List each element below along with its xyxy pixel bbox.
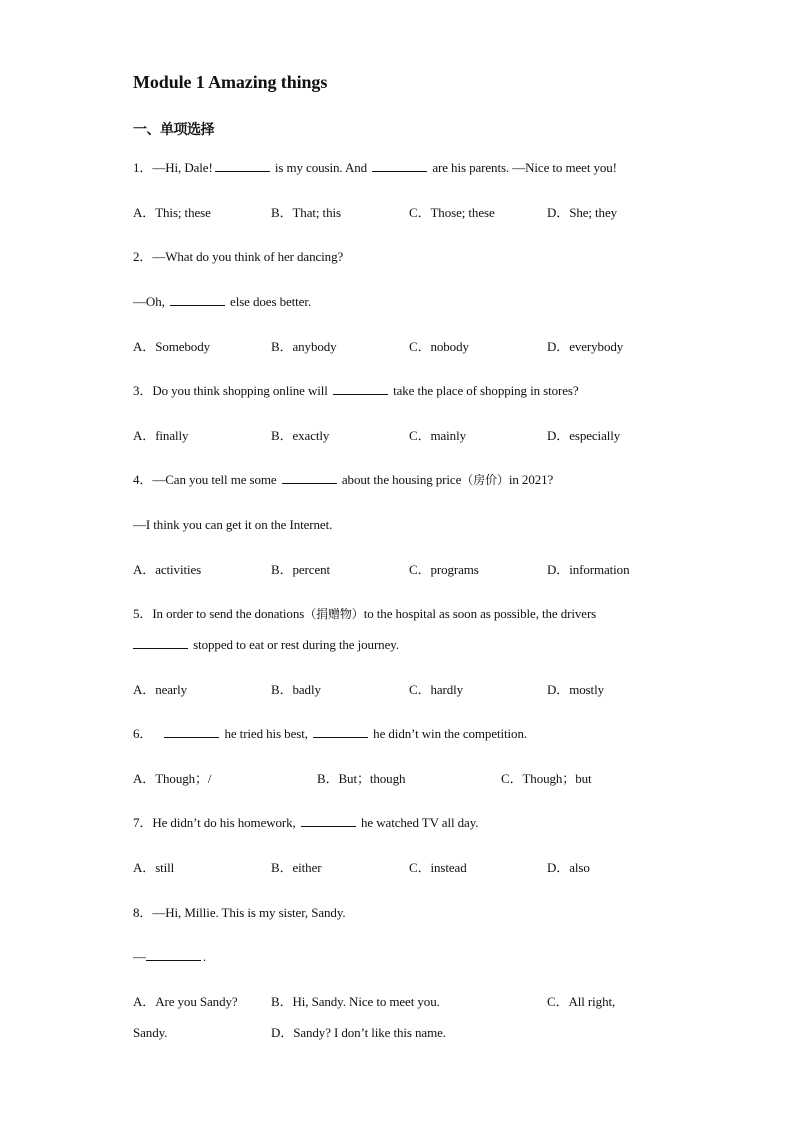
answer-blank <box>282 472 337 484</box>
question-number: 3． <box>133 383 153 398</box>
answer-blank <box>133 637 188 649</box>
question-7: 7．He didn’t do his homework, he watched TV all day. <box>133 815 479 830</box>
option-c: C．Those; these <box>409 205 495 220</box>
answer-blank <box>164 726 219 738</box>
question-2-line-2: —Oh, else does better. <box>133 294 312 309</box>
option-a: A．Though；/ <box>133 771 212 786</box>
section-heading: 一、单项选择 <box>133 122 214 138</box>
option-b: B．But；though <box>317 771 406 786</box>
question-number: 5． <box>133 606 153 621</box>
question-4: 4．—Can you tell me some about the housing price（房价）in 2021? <box>133 472 554 487</box>
question-number: 6． <box>133 726 153 741</box>
page-title: Module 1 Amazing things <box>133 72 328 92</box>
answer-blank <box>372 160 427 172</box>
option-c: C．programs <box>409 562 479 577</box>
question-number: 4． <box>133 472 153 487</box>
question-6: 6． he tried his best, he didn’t win the competition. <box>133 726 528 741</box>
option-d: D．also <box>547 860 590 875</box>
option-d: D．everybody <box>547 339 624 354</box>
option-c: C．instead <box>409 860 467 875</box>
question-2: 2．—What do you think of her dancing? <box>133 249 344 264</box>
option-a: A．Somebody <box>133 339 211 354</box>
option-d: D．information <box>547 562 630 577</box>
option-d: D．especially <box>547 428 621 443</box>
option-b: B．percent <box>271 562 331 577</box>
option-d: D．She; they <box>547 205 618 220</box>
question-5-line-2: stopped to eat or rest during the journey. <box>133 637 399 653</box>
option-c: C．hardly <box>409 682 464 697</box>
option-b: B．badly <box>271 682 321 697</box>
question-number: 7． <box>133 815 153 830</box>
option-b: B．That; this <box>271 205 341 220</box>
answer-blank <box>170 294 225 306</box>
question-5: 5．In order to send the donations（捐赠物）to the hospital as soon as possible, the drivers <box>133 606 597 621</box>
question-number: 2． <box>133 249 153 264</box>
question-8: 8．—Hi, Millie. This is my sister, Sandy. <box>133 905 346 920</box>
option-b: B．exactly <box>271 428 330 443</box>
option-a: A．still <box>133 860 175 875</box>
option-b: B．Hi, Sandy. Nice to meet you. <box>271 994 440 1009</box>
option-c: C．Though；but <box>501 771 592 786</box>
option-b: B．anybody <box>271 339 337 354</box>
answer-blank <box>313 726 368 738</box>
question-number: 1． <box>133 160 153 175</box>
option-d: D．mostly <box>547 682 604 697</box>
answer-blank <box>215 160 270 172</box>
option-a: A．Are you Sandy? <box>133 994 238 1009</box>
option-a: A．nearly <box>133 682 188 697</box>
question-3: 3．Do you think shopping online will take the place of shopping in stores? <box>133 383 579 398</box>
answer-blank <box>146 949 201 961</box>
option-c: C．nobody <box>409 339 469 354</box>
option-b: B．either <box>271 860 322 875</box>
answer-blank <box>301 815 356 827</box>
option-a: A．This; these <box>133 205 211 220</box>
answer-blank <box>333 383 388 395</box>
option-c: C．All right, <box>547 994 616 1009</box>
option-c-continued: Sandy. <box>133 1025 168 1040</box>
question-8-line-2: — . <box>133 949 207 964</box>
question-number: 8． <box>133 905 153 920</box>
option-d: D．Sandy? I don’t like this name. <box>271 1025 446 1040</box>
option-a: A．finally <box>133 428 189 443</box>
option-a: A．activities <box>133 562 202 577</box>
option-c: C．mainly <box>409 428 466 443</box>
question-4-line-2: —I think you can get it on the Internet. <box>133 517 333 532</box>
question-1: 1．—Hi, Dale! is my cousin. And are his parents. —Nice to meet you! <box>133 160 617 175</box>
